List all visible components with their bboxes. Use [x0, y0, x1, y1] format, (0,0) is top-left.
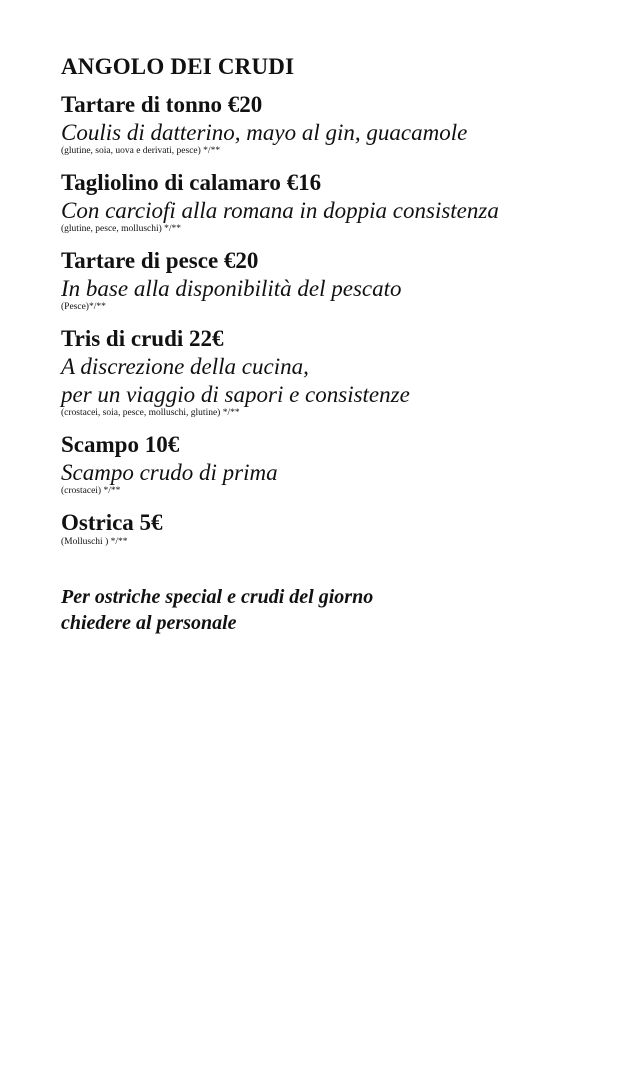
item-allergens: (Molluschi ) */**	[61, 537, 128, 547]
menu-item-tagliolino-calamaro	[61, 168, 621, 235]
footer-note	[61, 584, 621, 636]
item-description-line-2: per un viaggio di sapori e consistenze	[61, 382, 410, 407]
item-title: Tartare di pesce €20	[61, 248, 259, 273]
footer-note-line-1: Per ostriche special e crudi del giorno	[61, 586, 374, 608]
menu-item-scampo	[61, 430, 621, 497]
item-description: Scampo crudo di prima	[61, 460, 278, 485]
item-description: Coulis di datterino, mayo al gin, guacamole	[61, 120, 468, 145]
menu-item-tartare-tonno	[61, 90, 621, 157]
item-title: Tagliolino di calamaro €16	[61, 170, 322, 195]
item-title: Scampo 10€	[61, 432, 180, 457]
menu-item-tartare-pesce	[61, 246, 621, 313]
footer-note-line-2: chiedere al personale	[61, 612, 237, 634]
item-description-line-1: A discrezione della cucina,	[61, 354, 309, 379]
item-title: Ostrica 5€	[61, 510, 163, 535]
item-description: In base alla disponibilità del pescato	[61, 276, 402, 301]
menu-page	[61, 52, 621, 636]
item-allergens: (crostacei) */**	[61, 486, 121, 496]
menu-item-tris-crudi	[61, 324, 621, 419]
item-allergens: (Pesce)*/**	[61, 302, 106, 312]
item-allergens: (crostacei, soia, pesce, molluschi, glutine) */**	[61, 408, 240, 418]
item-title: Tris di crudi 22€	[61, 326, 224, 351]
item-description: Con carciofi alla romana in doppia consistenza	[61, 198, 499, 223]
item-allergens: (glutine, soia, uova e derivati, pesce) */**	[61, 146, 221, 156]
item-allergens: (glutine, pesce, molluschi) */**	[61, 224, 182, 234]
item-title: Tartare di tonno €20	[61, 92, 263, 117]
menu-item-ostrica	[61, 508, 621, 548]
section-title: ANGOLO DEI CRUDI	[61, 54, 295, 79]
